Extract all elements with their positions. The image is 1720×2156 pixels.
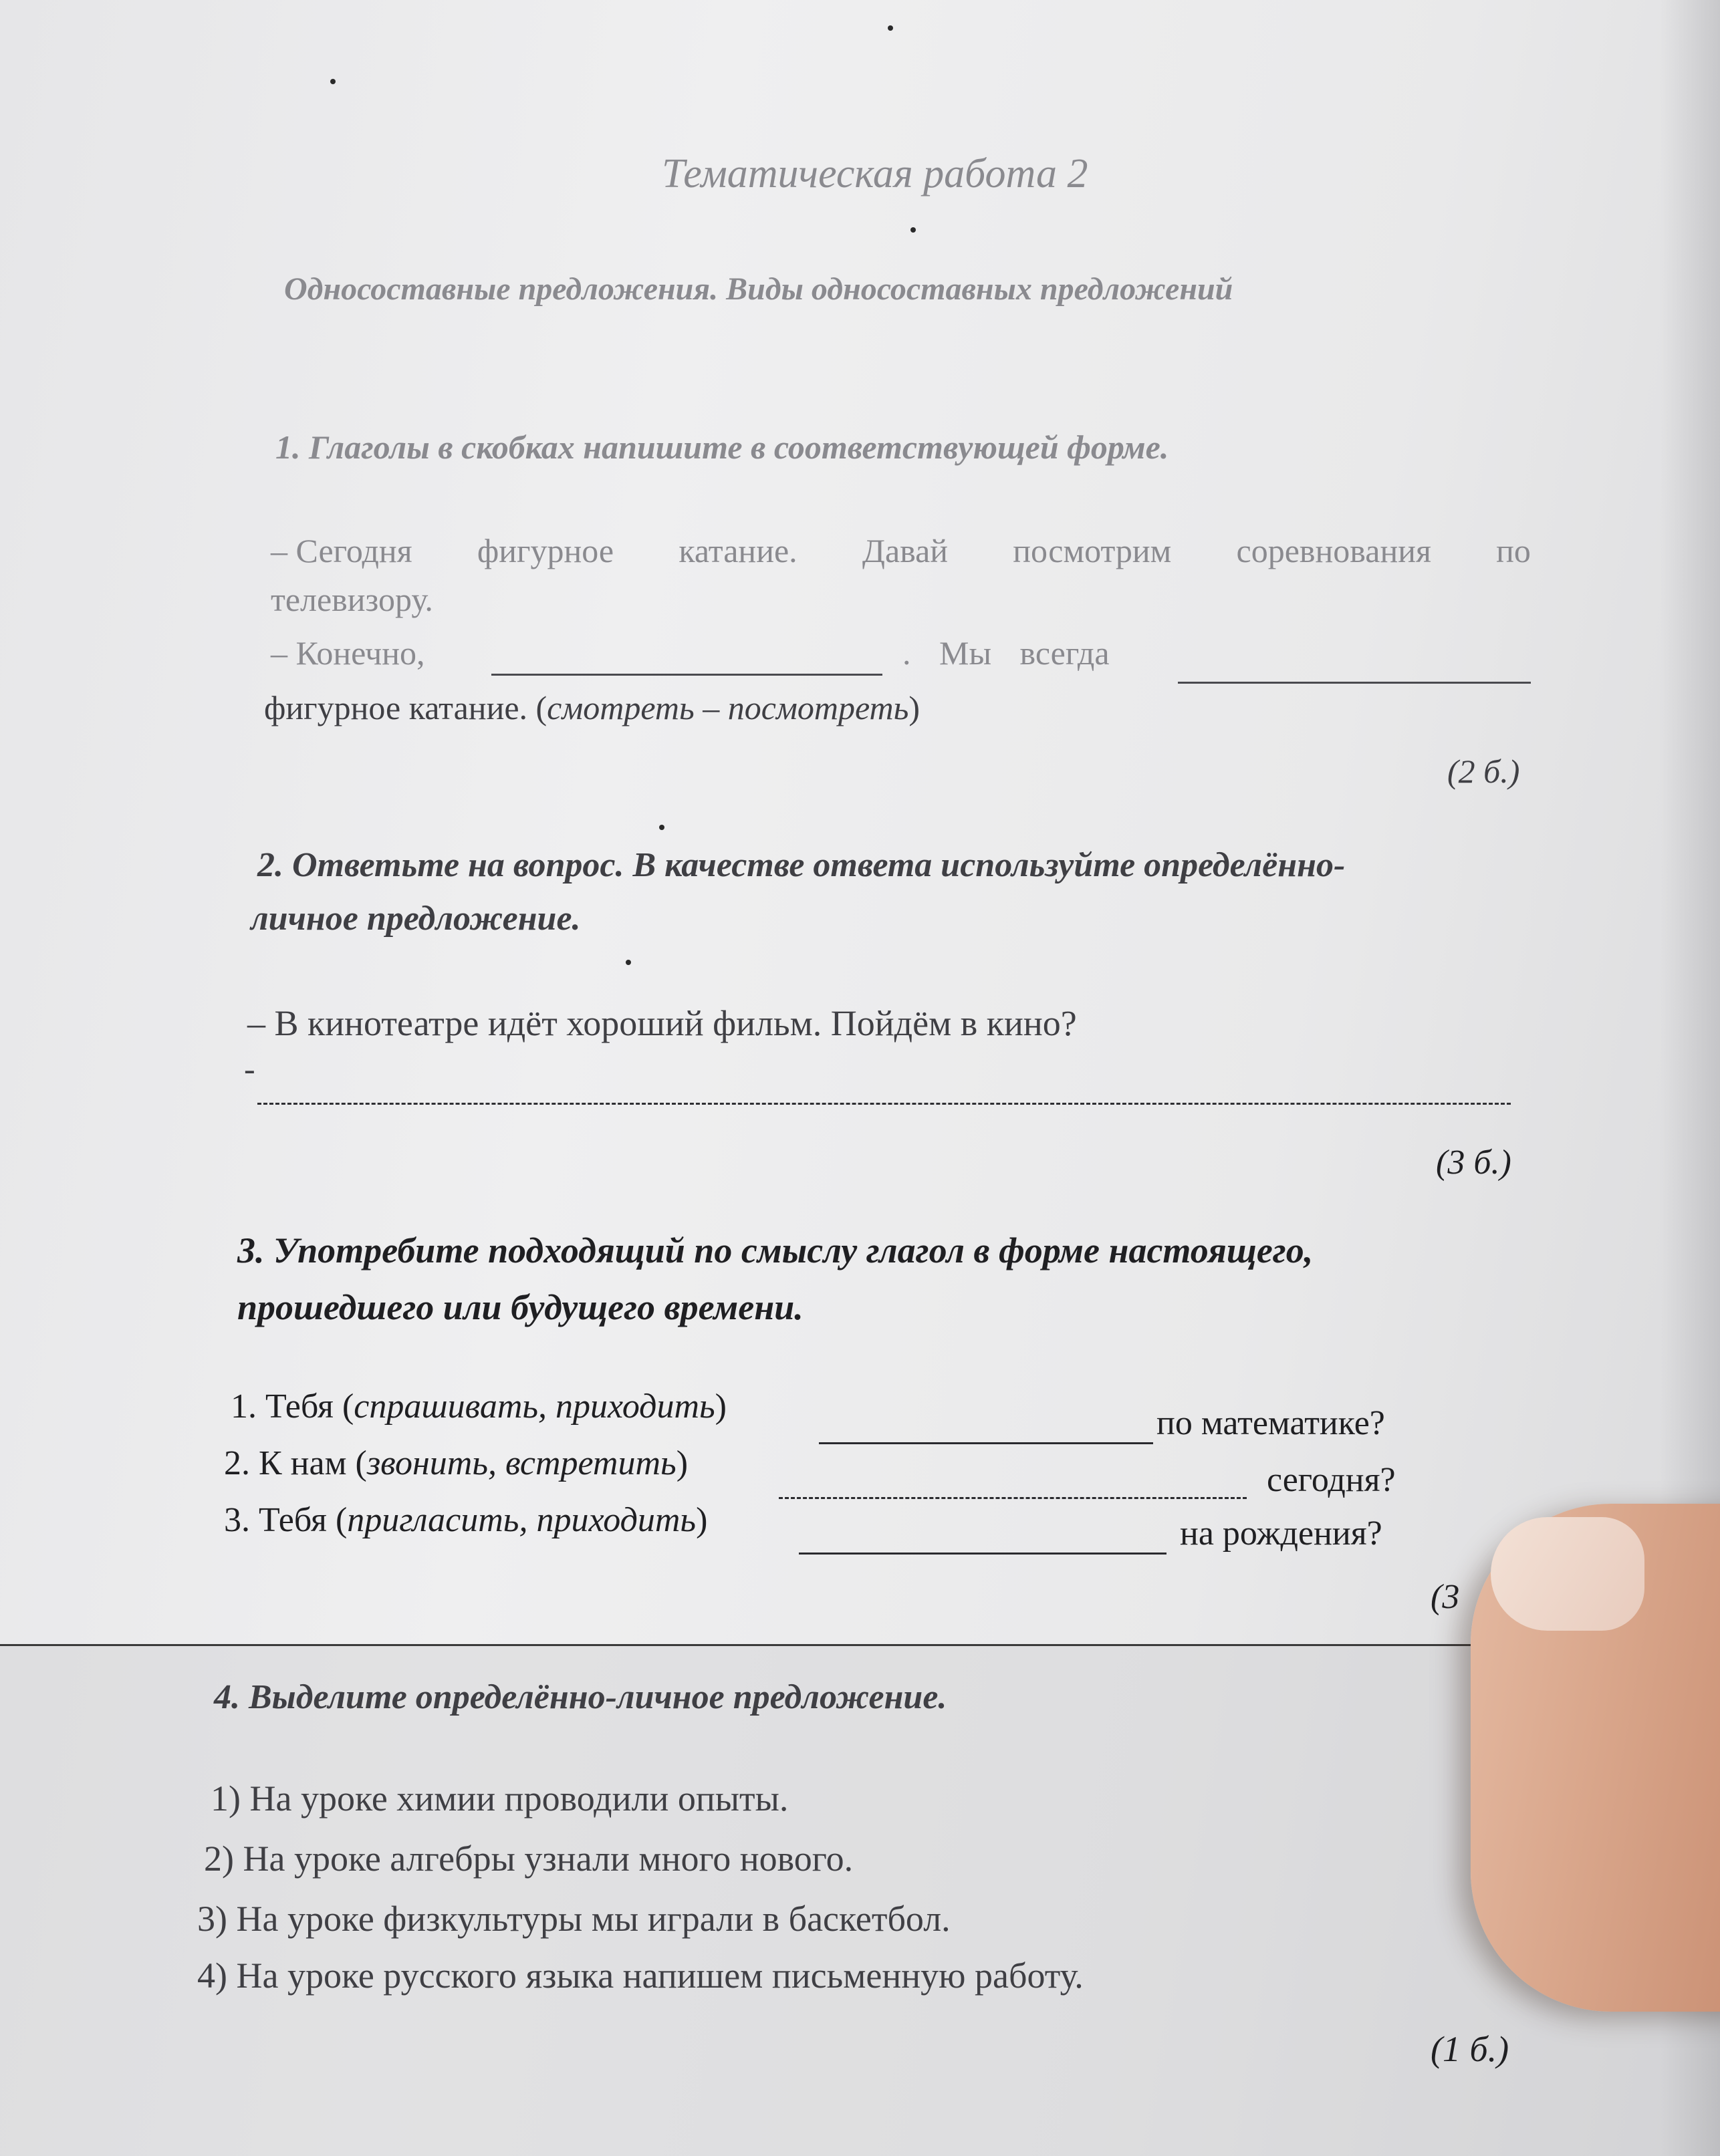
task1-line4 <box>264 688 920 727</box>
task4-option-2: 2) На уроке алгебры узнали много нового. <box>204 1839 854 1879</box>
task1-line2: телевизору. <box>271 581 433 618</box>
fingernail <box>1491 1517 1644 1631</box>
task4-option-4: 4) На уроке русского языка напишем письменную работу. <box>197 1956 1084 1996</box>
task3-heading-line1: 3. Употребите подходящий по смыслу глагол в форме настоящего, <box>237 1230 1314 1270</box>
task3-answer-blank-2[interactable] <box>779 1460 1247 1499</box>
task3-item-tail: на рождения? <box>1180 1514 1382 1553</box>
paper-speck <box>626 960 631 965</box>
task3-item-tail: по математике? <box>1156 1404 1385 1442</box>
task1-word: по <box>1496 532 1531 569</box>
paper-speck <box>330 79 336 84</box>
task2-heading-line2: личное предложение. <box>251 900 581 938</box>
task1-word: соревнования <box>1236 532 1431 569</box>
task1-word: Давай <box>862 532 949 569</box>
task3-item-3 <box>224 1500 707 1540</box>
task3-heading-line2: прошедшего или будущего времени. <box>237 1287 804 1327</box>
task2-score: (3 б.) <box>1436 1143 1511 1182</box>
task1-line3-mid: . Мы всегда <box>902 634 1110 672</box>
task1-line4-text: фигурное катание. ( <box>264 689 547 726</box>
task3-item-hint: спрашивать, приходить <box>354 1387 715 1426</box>
task4-heading: 4. Выделите определённо-личное предложение. <box>214 1678 947 1716</box>
task3-item-tail: сегодня? <box>1267 1461 1396 1499</box>
task3-score: (3 <box>1431 1578 1460 1616</box>
task1-word: – Сегодня <box>271 532 412 569</box>
task3-item-prefix: 2. К нам ( <box>224 1444 367 1482</box>
task3-item-suffix: ) <box>715 1387 727 1426</box>
paper-speck <box>888 25 893 31</box>
task1-line3-start: – Конечно, <box>271 634 425 672</box>
task1-word: посмотрим <box>1013 532 1172 569</box>
page-title: Тематическая работа 2 <box>662 151 1088 196</box>
task3-item-1 <box>231 1387 727 1426</box>
task1-word: катание. <box>679 532 797 569</box>
paper-speck <box>659 825 664 830</box>
task2-heading-line1: 2. Ответьте на вопрос. В качестве ответа используйте определённо- <box>257 846 1346 884</box>
task4-option-3: 3) На уроке физкультуры мы играли в баскетбол. <box>197 1899 951 1939</box>
page-subtitle: Односоставные предложения. Виды односоставных предложений <box>284 271 1233 307</box>
task1-line1 <box>271 531 1531 570</box>
task3-item-hint: звонить, встретить <box>366 1444 677 1482</box>
task3-item-prefix: 1. Тебя ( <box>231 1387 354 1426</box>
task2-question: – В кинотеатре идёт хороший фильм. Пойдём в кино? <box>247 1003 1077 1043</box>
task3-item-suffix: ) <box>676 1444 689 1482</box>
task1-score: (2 б.) <box>1447 753 1520 790</box>
task3-item-2 <box>224 1444 688 1483</box>
task3-item-hint: пригласить, приходить <box>347 1501 697 1539</box>
task2-answer-dash: - <box>244 1050 255 1087</box>
task1-answer-blank-1[interactable] <box>491 640 882 676</box>
task3-answer-blank-3[interactable] <box>799 1520 1166 1555</box>
task1-answer-blank-2[interactable] <box>1178 645 1531 684</box>
task1-heading: 1. Глаголы в скобках напишите в соответствующей форме. <box>275 428 1169 466</box>
task1-word: фигурное <box>477 532 614 569</box>
task4-score: (1 б.) <box>1431 2029 1509 2069</box>
task1-verb-hint: смотреть – посмотреть <box>547 689 909 726</box>
task1-line4-close: ) <box>908 689 920 726</box>
task3-item-suffix: ) <box>696 1501 708 1539</box>
task3-item-prefix: 3. Тебя ( <box>224 1501 348 1539</box>
task2-answer-line[interactable] <box>257 1063 1511 1105</box>
paper-speck <box>910 227 916 233</box>
task3-answer-blank-1[interactable] <box>819 1409 1153 1444</box>
task4-option-1: 1) На уроке химии проводили опыты. <box>211 1778 789 1818</box>
